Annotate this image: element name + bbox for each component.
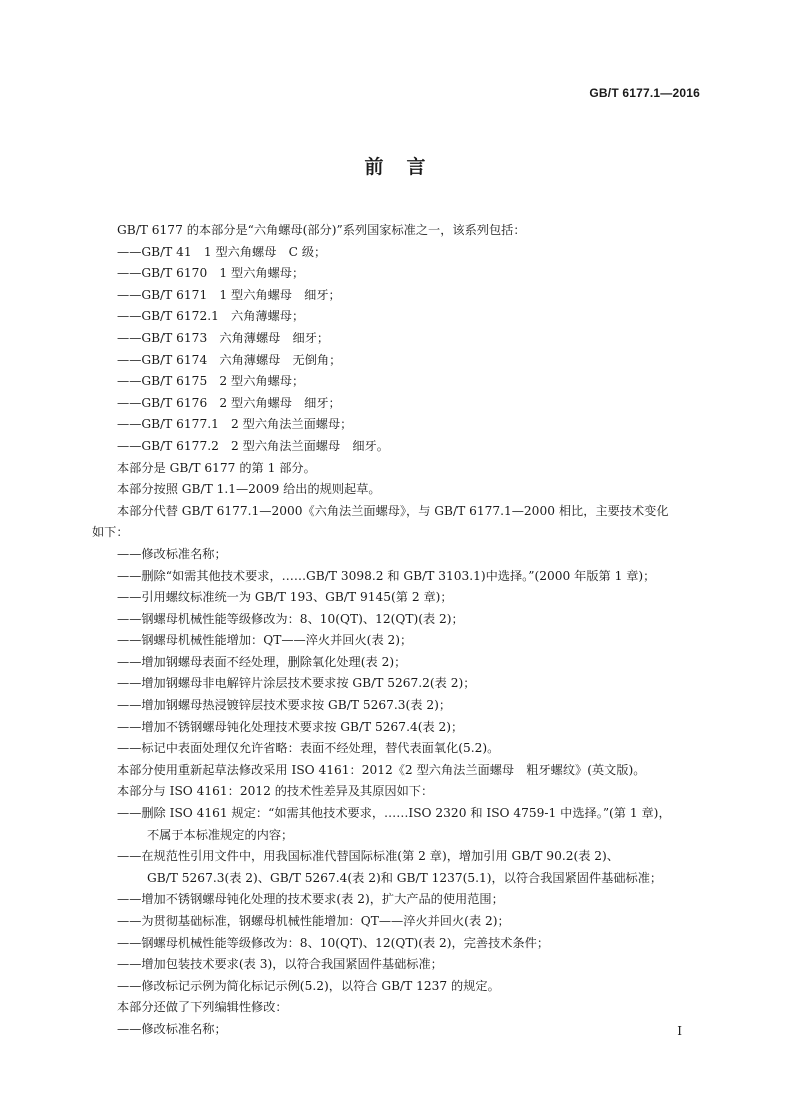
paragraph-line: ——钢螺母机械性能增加：QT——淬火并回火(表 2)； xyxy=(117,633,413,648)
paragraph-line: ——删除“如需其他技术要求，……GB/T 3098.2 和 GB/T 3103.1)中选择。”(2000 年版第 1 章)； xyxy=(117,568,656,583)
paragraph-line: ——增加钢螺母热浸镀锌层技术要求按 GB/T 5267.3(表 2)； xyxy=(117,698,452,713)
paragraph-line: ——修改标准名称； xyxy=(117,546,227,561)
paragraph-line: 本部分使用重新起草法修改采用 ISO 4161：2012《2 型六角法兰面螺母 粗牙螺纹》(英文版)。 xyxy=(117,762,646,777)
paragraph-line: 不属于本标准规定的内容； xyxy=(147,827,294,842)
paragraph-line: ——增加钢螺母表面不经处理，删除氧化处理(表 2)； xyxy=(117,654,407,669)
document-body xyxy=(92,220,704,1041)
paragraph-line: ——GB/T 6171 1 型六角螺母 细牙； xyxy=(117,287,341,302)
standard-code: GB/T 6177.1—2016 xyxy=(589,86,700,100)
paragraph-line: 本部分还做了下列编辑性修改： xyxy=(117,1000,288,1015)
paragraph-line: ——钢螺母机械性能等级修改为：8、10(QT)、12(QT)(表 2)； xyxy=(117,611,464,626)
paragraph-line: ——GB/T 41 1 型六角螺母 C 级； xyxy=(117,244,327,259)
paragraph-line: ——增加不锈钢螺母钝化处理的技术要求(表 2)，扩大产品的使用范围； xyxy=(117,892,504,907)
paragraph-line: 本部分是 GB/T 6177 的第 1 部分。 xyxy=(117,460,316,475)
paragraph-line: ——GB/T 6175 2 型六角螺母； xyxy=(117,374,305,389)
paragraph-line: ——标记中表面处理仅允许省略：表面不经处理，替代表面氧化(5.2)。 xyxy=(117,741,500,756)
paragraph-line: ——GB/T 6176 2 型六角螺母 细牙； xyxy=(117,395,341,410)
page-number: I xyxy=(677,1024,682,1038)
paragraph-line: ——增加包装技术要求(表 3)，以符合我国紧固件基础标准； xyxy=(117,957,443,972)
paragraph-line: ——修改标记示例为简化标记示例(5.2)，以符合 GB/T 1237 的规定。 xyxy=(117,978,500,993)
paragraph-line: 如下： xyxy=(92,525,129,540)
paragraph-line: ——修改标准名称； xyxy=(117,1021,227,1036)
paragraph-line: ——GB/T 6172.1 六角薄螺母； xyxy=(117,309,305,324)
page-title: 前 言 xyxy=(364,156,428,178)
paragraph-line: 本部分按照 GB/T 1.1—2009 给出的规则起草。 xyxy=(117,482,381,497)
paragraph-line: ——GB/T 6170 1 型六角螺母； xyxy=(117,266,305,281)
paragraph-line: ——删除 ISO 4161 规定：“如需其他技术要求，……ISO 2320 和 ISO 4759-1 中选择。”(第 1 章)， xyxy=(117,806,671,821)
paragraph-line: 本部分代替 GB/T 6177.1—2000《六角法兰面螺母》，与 GB/T 6177.1—2000 相比，主要技术变化 xyxy=(117,503,669,518)
paragraph-line: ——GB/T 6177.2 2 型六角法兰面螺母 细牙。 xyxy=(117,438,389,453)
paragraph-line: ——引用螺纹标准统一为 GB/T 193、GB/T 9145(第 2 章)； xyxy=(117,590,453,605)
paragraph-line: GB/T 6177 的本部分是“六角螺母(部分)”系列国家标准之一，该系列包括： xyxy=(117,223,526,237)
paragraph-line: GB/T 5267.3(表 2)、GB/T 5267.4(表 2)和 GB/T 1237(5.1)，以符合我国紧固件基础标准； xyxy=(147,870,663,885)
paragraph-line: 本部分与 ISO 4161：2012 的技术性差异及其原因如下： xyxy=(117,784,434,799)
paragraph-line: ——GB/T 6177.1 2 型六角法兰面螺母； xyxy=(117,417,353,432)
paragraph-line: ——GB/T 6174 六角薄螺母 无倒角； xyxy=(117,352,342,367)
paragraph-line: ——GB/T 6173 六角薄螺母 细牙； xyxy=(117,330,330,345)
paragraph-line: ——增加钢螺母非电解锌片涂层技术要求按 GB/T 5267.2(表 2)； xyxy=(117,676,476,691)
paragraph-line: ——为贯彻基础标准，钢螺母机械性能增加：QT——淬火并回火(表 2)； xyxy=(117,914,510,928)
paragraph-line: ——增加不锈钢螺母钝化处理技术要求按 GB/T 5267.4(表 2)； xyxy=(117,719,464,734)
paragraph-line: ——钢螺母机械性能等级修改为：8、10(QT)、12(QT)(表 2)，完善技术条件； xyxy=(117,935,550,950)
paragraph-line: ——在规范性引用文件中，用我国标准代替国际标准(第 2 章)，增加引用 GB/T 90.2(表 2)、 xyxy=(117,849,619,864)
